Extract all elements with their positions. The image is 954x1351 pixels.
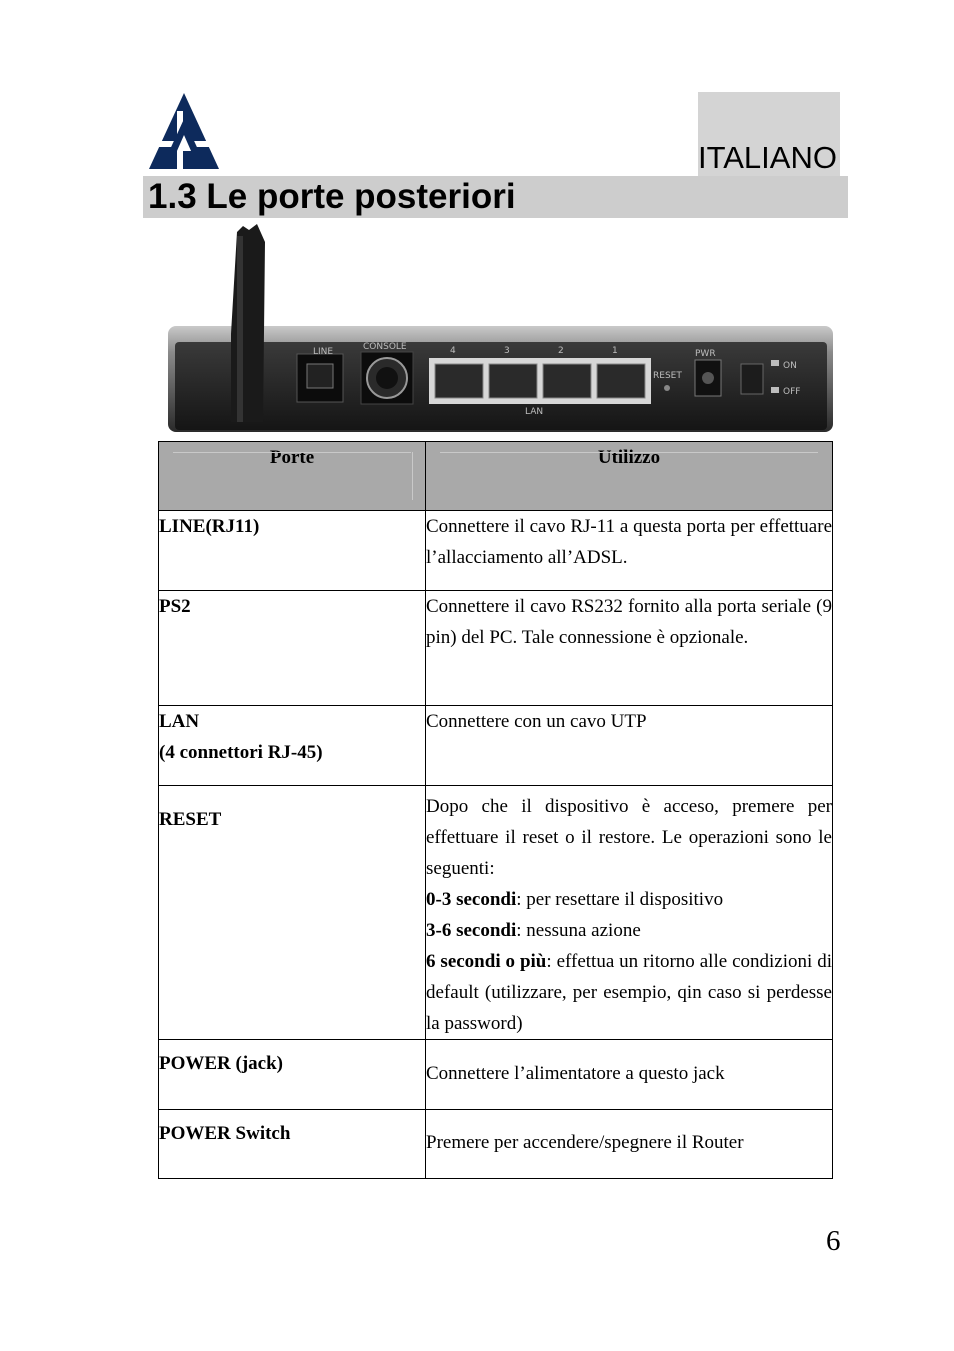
port-cell (159, 706, 426, 786)
port-name: PS2 (159, 596, 191, 617)
step-action: : per resettare il dispositivo (516, 889, 724, 910)
router-label-port-1: 1 (612, 346, 618, 356)
usage-cell (426, 706, 833, 786)
port-name: RESET (159, 809, 222, 830)
port-name: LAN (159, 711, 200, 732)
router-label-port-2: 2 (558, 346, 564, 356)
usage-cell (426, 591, 833, 706)
table-row (159, 786, 833, 1040)
usage-step (426, 915, 832, 946)
usage-text: Dopo che il dispositivo è acceso, premere per effettuare il reset o il restore. Le operazioni sono le seguenti: (426, 796, 832, 879)
router-label-off: OFF (783, 387, 801, 397)
usage-step (426, 884, 832, 915)
port-name: POWER Switch (159, 1123, 291, 1144)
usage-text: Connettere il cavo RS232 fornito alla porta seriale (9 pin) del PC. Tale connessione è opzionale. (426, 596, 832, 648)
usage-cell (426, 511, 833, 591)
step-action: : effettua un ritorno alle condizioni di default (utilizzare, per esempio, qin caso si perdesse la password) (426, 951, 832, 1034)
table-row (159, 1110, 833, 1179)
step-action: : nessuna azione (516, 920, 641, 941)
router-label-on: ON (783, 361, 797, 371)
usage-cell (426, 786, 833, 1040)
router-label-pwr: PWR (695, 349, 716, 359)
router-label-reset: RESET (653, 371, 682, 381)
table-row (159, 591, 833, 706)
step-duration: 3-6 secondi (426, 920, 517, 941)
page-number: 6 (826, 1225, 841, 1257)
atlantis-logo-icon (147, 93, 221, 171)
step-duration: 6 secondi o più (426, 951, 547, 972)
usage-cell (426, 1040, 833, 1110)
header-utilizzo-label: Utilizzo (597, 447, 661, 468)
router-label-port-3: 3 (504, 346, 510, 356)
router-back-panel-image (165, 222, 835, 436)
header-porte (159, 442, 426, 511)
table-row (159, 511, 833, 591)
port-cell (159, 511, 426, 591)
language-label: ITALIANO (698, 140, 837, 175)
table-header-row (159, 442, 833, 511)
port-name: POWER (jack) (159, 1053, 284, 1074)
usage-step (426, 946, 832, 1039)
usage-text: Connettere il cavo RJ-11 a questa porta per effettuare l’allacciamento all’ADSL. (426, 516, 832, 568)
port-cell (159, 1110, 426, 1179)
router-label-port-4: 4 (450, 346, 456, 356)
header-utilizzo (426, 442, 833, 511)
table-row (159, 706, 833, 786)
usage-text: Premere per accendere/spegnere il Router (426, 1132, 744, 1153)
port-name: LINE(RJ11) (159, 516, 260, 537)
port-name-detail: (4 connettori RJ-45) (159, 742, 323, 763)
port-cell (159, 591, 426, 706)
router-label-lan: LAN (525, 407, 544, 417)
usage-text: Connettere l’alimentatore a questo jack (426, 1063, 725, 1084)
usage-text: Connettere con un cavo UTP (426, 711, 647, 732)
router-label-line: LINE (313, 347, 334, 357)
step-duration: 0-3 secondi (426, 889, 517, 910)
section-title: 1.3 Le porte posteriori (148, 177, 516, 216)
port-cell (159, 1040, 426, 1110)
port-cell (159, 786, 426, 1040)
ports-table (158, 441, 833, 1179)
header-porte-label: Porte (269, 447, 315, 468)
usage-cell (426, 1110, 833, 1179)
table-row (159, 1040, 833, 1110)
router-label-console: CONSOLE (363, 342, 407, 352)
